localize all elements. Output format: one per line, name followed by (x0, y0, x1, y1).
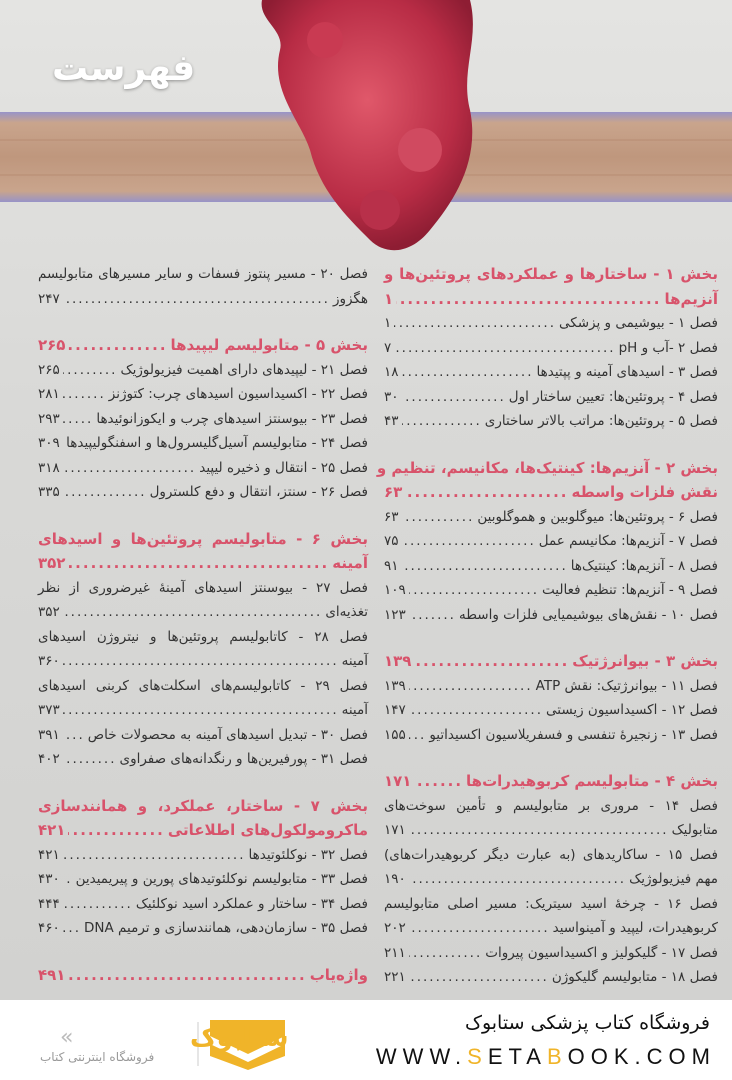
chapter-entry[interactable] (38, 480, 368, 505)
entry-title: فصل ۲۳ - بیوسنتز اسیدهای چرب و ایکوزانوئیدها (96, 410, 368, 427)
dot-leader (63, 916, 81, 941)
entry-line[interactable] (38, 649, 368, 674)
dot-leader (68, 333, 167, 358)
dot-leader (402, 360, 534, 385)
chapter-entry[interactable] (38, 892, 368, 917)
chapter-entry[interactable] (38, 358, 368, 383)
chapter-entry[interactable] (38, 431, 368, 456)
store-name: فروشگاه کتاب پزشکی ستابوک (464, 1012, 710, 1034)
page-number: ۲۹۳ (38, 410, 60, 427)
page-number: ۱۴۷ (384, 702, 406, 718)
dot-leader (394, 336, 615, 361)
heading-line[interactable] (384, 287, 718, 312)
chapter-entry[interactable] (38, 916, 368, 941)
heading-line[interactable] (384, 649, 718, 674)
page-number: ۱۷۱ (384, 822, 406, 838)
dot-leader (63, 723, 85, 748)
page-number: ۳۱۸ (38, 459, 60, 476)
entry-title: فصل ۱۱ - بیوانرژتیک: نقش ATP (535, 677, 718, 694)
page-number: ۲۱۱ (384, 944, 406, 961)
heading-line[interactable] (38, 333, 368, 358)
entry-title: فصل ۲۸ - کاتابولیسم پروتئین‌ها و نیتروژن اسیدهای (38, 628, 368, 645)
entry-title: فصل ۳۰ - تبدیل اسیدهای آمینه به محصولات خاص (87, 726, 368, 743)
entry-line[interactable] (38, 698, 368, 723)
dot-leader (409, 698, 543, 723)
dot-leader (68, 963, 306, 988)
entry-title: بخش ۵ - متابولیسم لیپیدها (170, 336, 368, 354)
page-number: ۱۸ (384, 364, 399, 380)
dot-leader (63, 358, 118, 383)
entry-title: متابولیک (671, 822, 718, 838)
dot-leader (414, 769, 463, 794)
entry-title: واژه‌یاب (309, 965, 368, 984)
membrane-protein-illustration (0, 0, 732, 255)
heading-line: بخش ۶ - متابولیسم پروتئین‌ها و اسیدهای (38, 529, 368, 548)
heading-line[interactable] (38, 963, 368, 988)
entry-title: فصل ۱۰ - نقش‌های بیوشیمیایی فلزات واسطه (458, 606, 718, 623)
dot-leader (405, 480, 568, 505)
logo-subtitle: فروشگاه اینترنتی کتاب (40, 1050, 155, 1064)
dot-leader (409, 674, 533, 699)
page-number: ۶۳ (384, 508, 399, 525)
chapter-entry[interactable] (38, 262, 368, 311)
entry-title: فصل ۲۱ - لیپیدهای دارای اهمیت فیزیولوژیک (120, 361, 368, 378)
chapter-entry[interactable] (38, 867, 368, 892)
page-number: ۲۰۲ (384, 920, 406, 936)
page-number: ۱۵۵ (384, 726, 406, 743)
entry-title: فصل ۲۴ - متابولیسم آسیل‌گلیسرول‌ها و اسفنگولیپیدها (66, 435, 368, 451)
heading-line[interactable] (384, 480, 718, 505)
entry-title: فصل ۱۷ - گلیکولیز و اکسیداسیون پیروات (485, 944, 718, 961)
entry-title: فصل ۲۶ - سنتز، انتقال و دفع کلسترول (149, 484, 368, 500)
entry-title: فصل ۱ - بیوشیمی و پزشکی (559, 315, 718, 331)
entry-title: آمینه (341, 702, 368, 718)
section-heading[interactable] (384, 769, 718, 794)
toc-section (384, 769, 718, 990)
page-number: ۳۷۳ (38, 702, 60, 718)
page-number: ۱۳۹ (384, 677, 406, 694)
entry-title: آمینه (341, 653, 368, 669)
dot-leader (409, 723, 427, 748)
page-number: ۲۶۵ (38, 336, 66, 354)
toc-section (38, 794, 368, 941)
page-number: ۱۳۹ (384, 652, 412, 670)
entry-title: فصل ۸ - آنزیم‌ها: کینتیک‌ها (570, 557, 718, 574)
dot-leader (63, 287, 330, 312)
chapter-entry[interactable] (384, 941, 718, 966)
page-number: ۳۰۹ (38, 435, 60, 451)
dot-leader (396, 287, 661, 312)
page-number: ۴۴۴ (38, 895, 60, 912)
dot-leader (68, 551, 329, 576)
entry-title: فصل ۳۵ - سازمان‌دهی، همانندسازی و ترمیم DNA (84, 920, 368, 936)
chapter-entry[interactable] (384, 554, 718, 579)
dot-leader (63, 407, 94, 432)
page-number: ۷۵ (384, 533, 399, 549)
dot-leader (409, 818, 669, 843)
chapter-entry[interactable] (38, 747, 368, 772)
page-number: ۴۳۰ (38, 871, 60, 887)
page-number: ۴۲۱ (38, 821, 66, 839)
dot-leader (63, 600, 323, 625)
chapter-entry[interactable] (384, 385, 718, 410)
entry-line[interactable] (38, 287, 368, 312)
page-number: ۴۰۲ (38, 751, 60, 767)
dot-leader (63, 747, 117, 772)
dot-leader (63, 382, 106, 407)
dot-leader (63, 456, 196, 481)
dot-leader (402, 505, 475, 530)
entry-title: فصل ۳ - اسیدهای آمینه و پپتیدها (536, 364, 718, 380)
heading-line: بخش ۱ - ساختارها و عملکردهای پروتئین‌ها و (384, 265, 718, 283)
entry-title: فصل ۲۲ - اکسیداسیون اسیدهای چرب: کتوژنز (108, 386, 368, 402)
entry-title: بخش ۳ - بیوانرژتیک (572, 652, 718, 670)
dot-leader (63, 698, 339, 723)
dot-leader (402, 554, 568, 579)
chapter-entry[interactable] (384, 794, 718, 843)
svg-text:«: « (60, 1025, 74, 1050)
section-heading[interactable] (384, 649, 718, 674)
entry-line[interactable] (384, 867, 718, 892)
dot-leader (63, 480, 147, 505)
dot-leader (63, 649, 339, 674)
entry-line[interactable] (38, 600, 368, 625)
section-heading[interactable] (384, 262, 718, 311)
page-number: ۹۱ (384, 557, 399, 574)
entry-title: بخش ۴ - متابولیسم کربوهیدرات‌ها (466, 772, 718, 790)
entry-title: فصل ۷ - آنزیم‌ها: مکانیسم عمل (538, 533, 718, 549)
svg-text:ستابوک: ستابوک (190, 1023, 289, 1053)
page-number: ۶۳ (384, 483, 403, 501)
entry-title: فصل ۲۹ - کاتابولیسم‌های اسکلت‌های کربنی اسیدهای (38, 677, 368, 694)
entry-title: مهم فیزیولوژیک (629, 871, 718, 887)
dot-leader (402, 385, 506, 410)
chapter-entry[interactable] (38, 625, 368, 674)
store-footer (0, 1000, 732, 1080)
section-heading[interactable] (38, 333, 368, 358)
page-number: ۴۹۱ (38, 965, 66, 984)
toc-section (376, 456, 718, 628)
toc-section (38, 527, 368, 772)
entry-title: هگزوز (332, 290, 368, 307)
dot-leader (63, 843, 246, 868)
chapter-entry[interactable] (384, 529, 718, 554)
dot-leader (63, 867, 73, 892)
entry-title: فصل ۲۰ - مسیر پنتوز فسفات و سایر مسیرهای متابولیسم (38, 266, 368, 282)
page-number: ۲۲۱ (384, 969, 406, 985)
entry-title: فصل ۳۴ - ساختار و عملکرد اسید نوکلئیک (135, 895, 368, 912)
store-url[interactable]: WWW.SETABOOK.COM (375, 1044, 716, 1069)
chapter-entry[interactable] (38, 843, 368, 868)
chapter-entry[interactable] (384, 336, 718, 361)
toc-section (38, 333, 368, 505)
chapter-entry[interactable] (38, 576, 368, 625)
dot-leader (409, 941, 482, 966)
heading-line[interactable] (38, 818, 368, 843)
dot-leader (68, 818, 164, 843)
chapter-entry[interactable] (384, 843, 718, 892)
entry-title: فصل ۲۵ - انتقال و ذخیره لیپید (199, 459, 368, 476)
heading-line[interactable] (38, 551, 368, 576)
page-title: فهرست (52, 48, 196, 89)
entry-title: فصل ۵ - پروتئین‌ها: مراتب بالاتر ساختاری (484, 413, 718, 429)
dot-leader (409, 603, 456, 628)
page-number: ۴۳ (384, 413, 399, 429)
section-heading[interactable] (38, 794, 368, 843)
entry-title: فصل ۱۳ - زنجیرهٔ تنفسی و فسفریلاسیون اکسیداتیو (429, 726, 718, 743)
page-number: ۳۵۲ (38, 604, 60, 620)
entry-title: فصل ۹ - آنزیم‌ها: تنظیم فعالیت (542, 582, 718, 598)
entry-title: کربوهیدرات، لیپید و آمینواسید (552, 920, 718, 936)
entry-title: فصل ۳۳ - متابولیسم نوکلئوتیدهای پورین و پیریمیدین (75, 871, 368, 887)
dot-leader (409, 867, 626, 892)
chapter-entry[interactable] (38, 723, 368, 748)
toc-section (38, 963, 368, 988)
chapter-entry[interactable] (384, 698, 718, 723)
heading-line: بخش ۷ - ساختار، عملکرد، و همانندسازی (38, 796, 368, 815)
chapter-entry[interactable] (38, 674, 368, 723)
chapter-entry[interactable] (384, 965, 718, 990)
dot-leader (414, 649, 569, 674)
heading-line[interactable] (384, 769, 718, 794)
chapter-entry[interactable] (384, 892, 718, 941)
entry-title: فصل ۳۱ - پورفیرین‌ها و رنگدانه‌های صفراوی (119, 751, 368, 767)
toc-section (384, 649, 718, 747)
entry-title: آنزیم‌ها (664, 289, 718, 308)
dot-leader (394, 311, 556, 336)
entry-title: نقش فلزات واسطه (571, 483, 718, 501)
entry-title: ماکرومولکول‌های اطلاعاتی (167, 821, 368, 839)
chapter-entry[interactable] (38, 456, 368, 481)
dot-leader (409, 965, 549, 990)
page-number: ۳۵۲ (38, 554, 66, 572)
entry-title: فصل ۳۲ - نوکلئوتیدها (248, 846, 368, 863)
chapter-entry[interactable] (384, 603, 718, 628)
page-number: ۴۲۱ (38, 846, 60, 863)
entry-title: فصل ۱۸ - متابولیسم گلیکوژن (551, 969, 718, 985)
chapter-entry[interactable] (38, 382, 368, 407)
page-number: ۷ (384, 339, 392, 356)
page-number: ۱ (384, 289, 394, 308)
entry-title: فصل ۲۷ - بیوسنتز اسیدهای آمینهٔ غیرضروری از نظر (38, 579, 368, 596)
entry-title: فصل ۶ - پروتئین‌ها: میوگلوبین و هموگلوبین (477, 508, 718, 525)
entry-title: فصل ۱۴ - مروری بر متابولیسم و تأمین سوخت‌های (384, 797, 718, 814)
entry-line[interactable] (384, 916, 718, 941)
chapter-entry[interactable] (38, 407, 368, 432)
entry-title: فصل ۴ - پروتئین‌ها: تعیین ساختار اول (508, 388, 718, 405)
toc-column-left (38, 262, 368, 1000)
entry-title: فصل ۲ -آب و pH (618, 339, 718, 356)
section-heading[interactable] (376, 456, 718, 505)
chapter-entry[interactable] (384, 723, 718, 748)
dot-leader (402, 409, 482, 434)
page-number: ۱۲۳ (384, 606, 406, 623)
chapter-entry[interactable] (384, 360, 718, 385)
section-heading[interactable] (38, 963, 368, 988)
section-heading[interactable] (38, 527, 368, 576)
entry-title: آمینه (332, 554, 368, 572)
page-number: ۳۰ (384, 388, 399, 405)
toc-column-right (376, 262, 718, 1000)
chapter-entry[interactable] (384, 505, 718, 530)
page-number: ۳۹۱ (38, 726, 60, 743)
dot-leader (402, 529, 536, 554)
dot-leader (63, 892, 133, 917)
page-number: ۴۶۰ (38, 920, 60, 936)
entry-title: فصل ۱۶ - چرخهٔ اسید سیتریک: مسیر اصلی متابولیسم (384, 895, 718, 912)
entry-line[interactable] (384, 818, 718, 843)
chapter-entry[interactable] (384, 578, 718, 603)
heading-line: بخش ۲ - آنزیم‌ها: کینتیک‌ها، مکانیسم، تنظیم و (376, 458, 718, 477)
page-number: ۲۸۱ (38, 386, 60, 402)
page-number: ۱۹۰ (384, 871, 406, 887)
chapter-entry[interactable] (384, 311, 718, 336)
toc-section (38, 262, 368, 311)
dot-leader (409, 578, 539, 603)
page-number: ۳۶۰ (38, 653, 60, 669)
entry-title: فصل ۱۵ - ساکاریدهای (به عبارت دیگر کربوهیدرات‌های) (384, 846, 718, 863)
chapter-entry[interactable] (384, 409, 718, 434)
page-number: ۲۴۷ (38, 290, 60, 307)
toc-section (384, 262, 718, 434)
entry-title: فصل ۱۲ - اکسیداسیون زیستی (546, 702, 718, 718)
page-number: ۳۳۵ (38, 484, 60, 500)
page-number: ۲۶۵ (38, 361, 60, 378)
page-number: ۱۷۱ (384, 772, 412, 790)
entry-title: تغذیه‌ای (325, 604, 368, 620)
page-number: ۱۰۹ (384, 582, 406, 598)
chapter-entry[interactable] (384, 674, 718, 699)
page-number: ۱ (384, 315, 392, 331)
dot-leader (409, 916, 550, 941)
